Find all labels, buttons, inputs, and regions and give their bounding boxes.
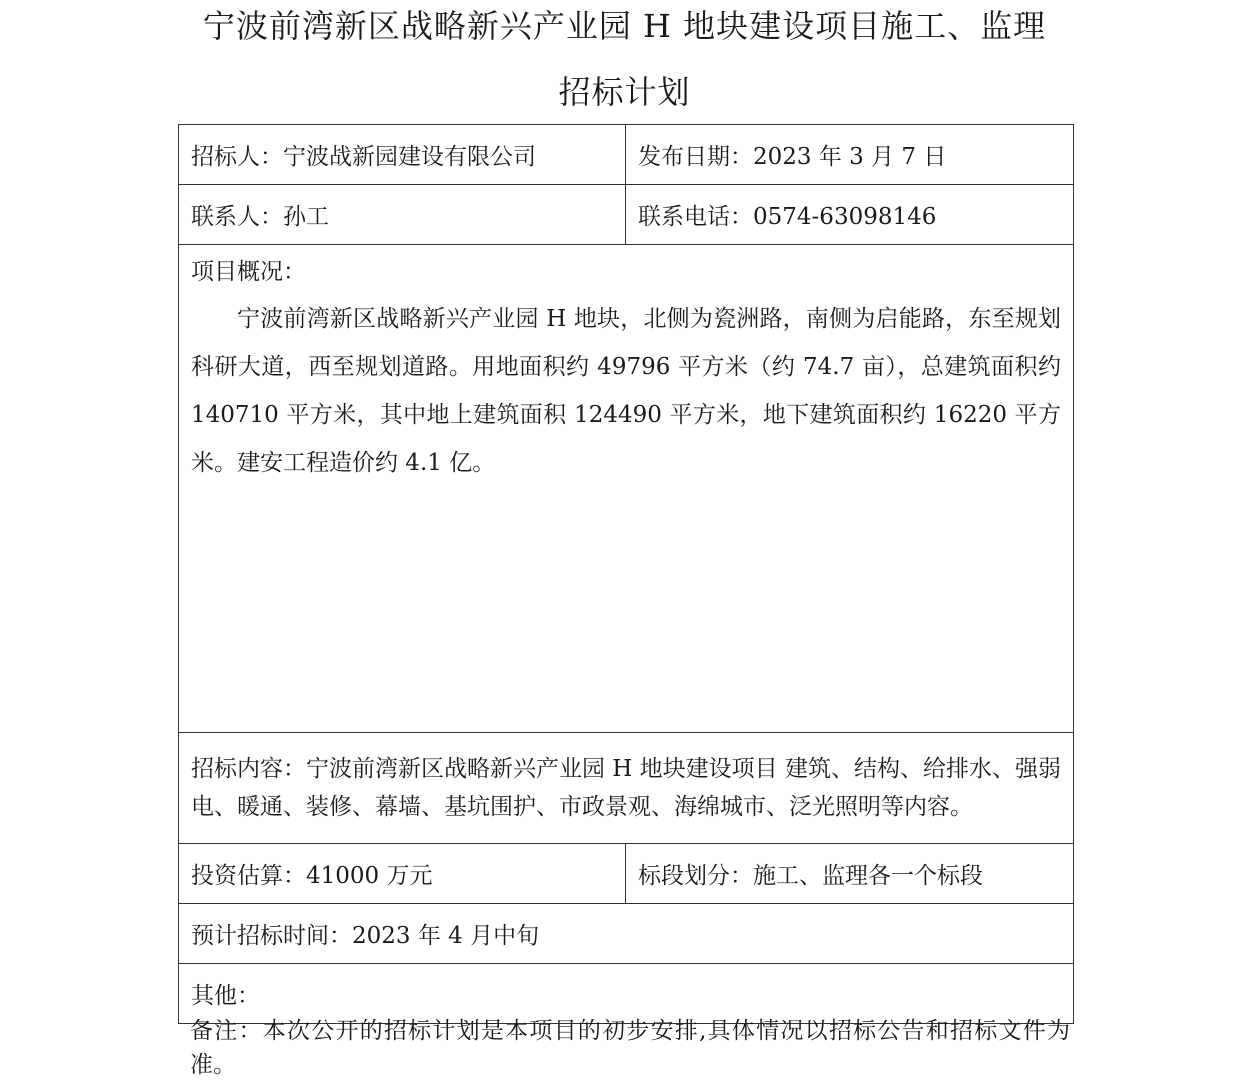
table-row — [179, 245, 1074, 733]
phone-cell: 联系电话：0574-63098146 — [626, 185, 1074, 245]
table-row — [179, 733, 1074, 844]
table-row — [179, 125, 1074, 185]
investment-cell: 投资估算：41000 万元 — [179, 844, 626, 904]
table-row — [179, 185, 1074, 245]
sections-cell: 标段划分：施工、监理各一个标段 — [626, 844, 1074, 904]
tender-plan-table — [178, 124, 1074, 1024]
overview-text: 宁波前湾新区战略新兴产业园 H 地块，北侧为瓷洲路，南侧为启能路，东至规划科研大道，西至规划道路。用地面积约 49796 平方米（约 74.7 亩），总建筑面积约 140710 平方米，其中地上建筑面积 124490 平方米，地下建筑面积约 16220 平方米。建安工程造价约 4.1 亿。 — [191, 306, 1061, 476]
contact-cell: 联系人：孙工 — [179, 185, 626, 245]
other-cell: 其他： — [179, 964, 1074, 1024]
document-subtitle: 招标计划 — [558, 73, 691, 111]
table-row — [179, 844, 1074, 904]
remark-note: 备注：本次公开的招标计划是本项目的初步安排,具体情况以招标公告和招标文件为准。 — [190, 1018, 1070, 1078]
table-row — [179, 904, 1074, 964]
publish-date-cell: 发布日期：2023 年 3 月 7 日 — [626, 125, 1074, 185]
expected-time-cell: 预计招标时间：2023 年 4 月中旬 — [179, 904, 1074, 964]
document-title: 宁波前湾新区战略新兴产业园 H 地块建设项目施工、监理 — [202, 7, 1047, 45]
overview-label: 项目概况： — [191, 259, 306, 285]
tenderer-cell: 招标人：宁波战新园建设有限公司 — [179, 125, 626, 185]
overview-cell — [179, 245, 1074, 733]
tender-content-cell: 招标内容：宁波前湾新区战略新兴产业园 H 地块建设项目 建筑、结构、给排水、强弱电、暖通、装修、幕墙、基坑围护、市政景观、海绵城市、泛光照明等内容。 — [179, 733, 1074, 844]
